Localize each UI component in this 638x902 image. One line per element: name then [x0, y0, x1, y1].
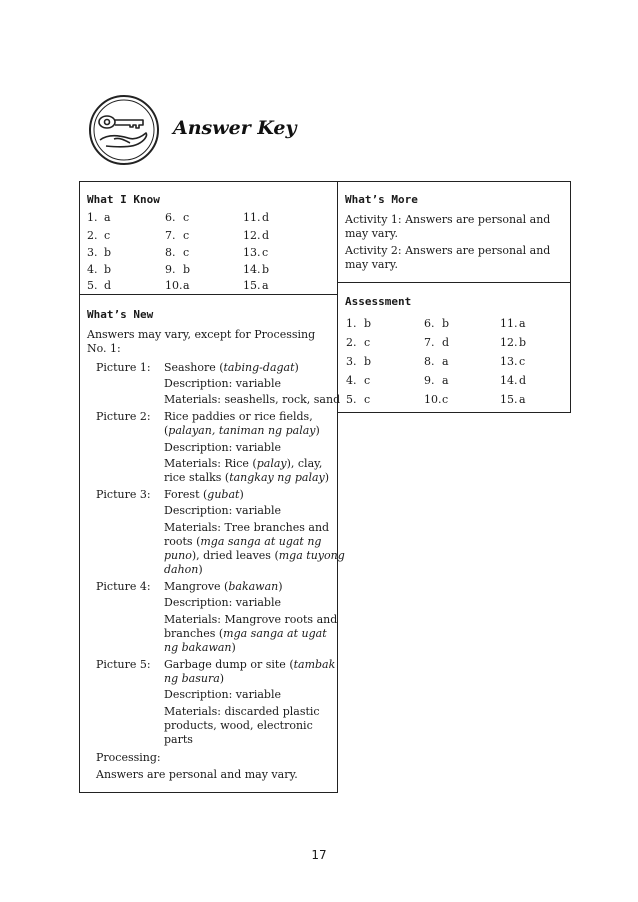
picture-2-name: Rice paddies or rice fields, [164, 410, 313, 423]
item-answer: d [104, 279, 112, 292]
whats-new-title: What’s New [87, 308, 154, 321]
item-answer: d [262, 211, 270, 224]
item-number: 5. [87, 279, 98, 292]
item-answer: c [364, 336, 371, 349]
item-answer: c [183, 246, 190, 259]
picture-2-materials-cont: rice stalks (tangkay ng palay) [164, 471, 330, 484]
picture-2-label: Picture 2: [96, 410, 151, 423]
item-number: 9. [165, 263, 176, 276]
item-answer: b [364, 355, 372, 368]
picture-1-label: Picture 1: [96, 361, 151, 374]
picture-4-materials-cont: branches (mga sanga at ugat [164, 627, 327, 640]
what-i-know-title: What I Know [87, 193, 160, 206]
picture-4-label: Picture 4: [96, 580, 151, 593]
item-number: 6. [424, 317, 435, 330]
picture-3-materials-cont: puno), dried leaves (mga tuyong [164, 549, 345, 562]
item-number: 13. [500, 355, 518, 368]
picture-3-description: Description: variable [164, 504, 281, 517]
item-answer: a [442, 374, 449, 387]
processing-text: Answers are personal and may vary. [96, 768, 298, 781]
page-title: Answer Key [173, 117, 297, 139]
item-number: 10. [424, 393, 442, 406]
item-answer: c [364, 374, 371, 387]
item-answer: b [104, 263, 112, 276]
item-number: 3. [346, 355, 357, 368]
item-answer: c [364, 393, 371, 406]
picture-3-materials: Materials: Tree branches and [164, 521, 330, 534]
item-answer: c [262, 246, 269, 259]
picture-2-description: Description: variable [164, 441, 281, 454]
item-number: 14. [500, 374, 518, 387]
item-number: 5. [346, 393, 357, 406]
item-number: 10. [165, 279, 183, 292]
item-number: 8. [424, 355, 435, 368]
item-number: 3. [87, 246, 98, 259]
item-answer: b [262, 263, 270, 276]
processing-label: Processing: [96, 751, 161, 764]
picture-3-label: Picture 3: [96, 488, 151, 501]
item-number: 14. [243, 263, 261, 276]
item-number: 15. [243, 279, 261, 292]
item-answer: c [442, 393, 449, 406]
picture-3-materials-cont: dahon) [164, 563, 203, 576]
picture-5-name: Garbage dump or site (tambak [164, 658, 336, 671]
item-number: 11. [500, 317, 518, 330]
item-answer: b [519, 336, 527, 349]
item-number: 8. [165, 246, 176, 259]
picture-1-materials: Materials: seashells, rock, sand [164, 393, 341, 406]
picture-5-materials-cont: parts [164, 733, 193, 746]
picture-1-name: Seashore (tabing-dagat) [164, 361, 299, 374]
item-number: 7. [165, 229, 176, 242]
key-on-hand-icon [88, 94, 160, 166]
activity-2-text: Activity 2: Answers are personal and may vary. [345, 244, 551, 271]
picture-5-label: Picture 5: [96, 658, 151, 671]
whats-more-title: What’s More [345, 193, 418, 206]
item-answer: a [519, 393, 526, 406]
item-answer: b [442, 317, 450, 330]
picture-5-materials-cont: products, wood, electronic [164, 719, 313, 732]
picture-2-materials: Materials: Rice (palay), clay, [164, 457, 323, 470]
picture-5-description: Description: variable [164, 688, 281, 701]
item-answer: d [519, 374, 527, 387]
picture-3-name: Forest (gubat) [164, 488, 244, 501]
item-answer: b [104, 246, 112, 259]
item-number: 12. [500, 336, 518, 349]
picture-3-materials-cont: roots (mga sanga at ugat ng [164, 535, 322, 548]
picture-2-name-local: (palayan, taniman ng palay) [164, 424, 320, 437]
item-answer: a [183, 279, 190, 292]
page-number: 17 [311, 848, 327, 862]
item-number: 2. [87, 229, 98, 242]
picture-4-materials: Materials: Mangrove roots and [164, 613, 338, 626]
item-number: 4. [87, 263, 98, 276]
item-answer: c [183, 229, 190, 242]
item-number: 12. [243, 229, 261, 242]
item-answer: b [183, 263, 191, 276]
picture-5-name-cont: ng basura) [164, 672, 225, 685]
item-number: 2. [346, 336, 357, 349]
picture-5-materials: Materials: discarded plastic [164, 705, 320, 718]
item-answer: b [364, 317, 372, 330]
item-answer: a [442, 355, 449, 368]
item-answer: d [262, 229, 270, 242]
item-number: 7. [424, 336, 435, 349]
item-number: 1. [87, 211, 98, 224]
picture-4-description: Description: variable [164, 596, 281, 609]
item-answer: c [183, 211, 190, 224]
item-answer: a [519, 317, 526, 330]
item-number: 13. [243, 246, 261, 259]
item-number: 6. [165, 211, 176, 224]
assessment-title: Assessment [345, 295, 412, 308]
item-number: 9. [424, 374, 435, 387]
item-number: 11. [243, 211, 261, 224]
whats-new-intro: Answers may vary, except for Processing No. 1: [87, 328, 316, 355]
item-answer: c [104, 229, 111, 242]
item-answer: c [519, 355, 526, 368]
picture-1-description: Description: variable [164, 377, 281, 390]
item-answer: d [442, 336, 450, 349]
item-answer: a [104, 211, 111, 224]
activity-1-text: Activity 1: Answers are personal and may vary. [345, 213, 551, 240]
picture-4-name: Mangrove (bakawan) [164, 580, 283, 593]
item-number: 15. [500, 393, 518, 406]
picture-4-materials-cont: ng bakawan) [164, 641, 236, 654]
item-number: 1. [346, 317, 357, 330]
item-number: 4. [346, 374, 357, 387]
item-answer: a [262, 279, 269, 292]
